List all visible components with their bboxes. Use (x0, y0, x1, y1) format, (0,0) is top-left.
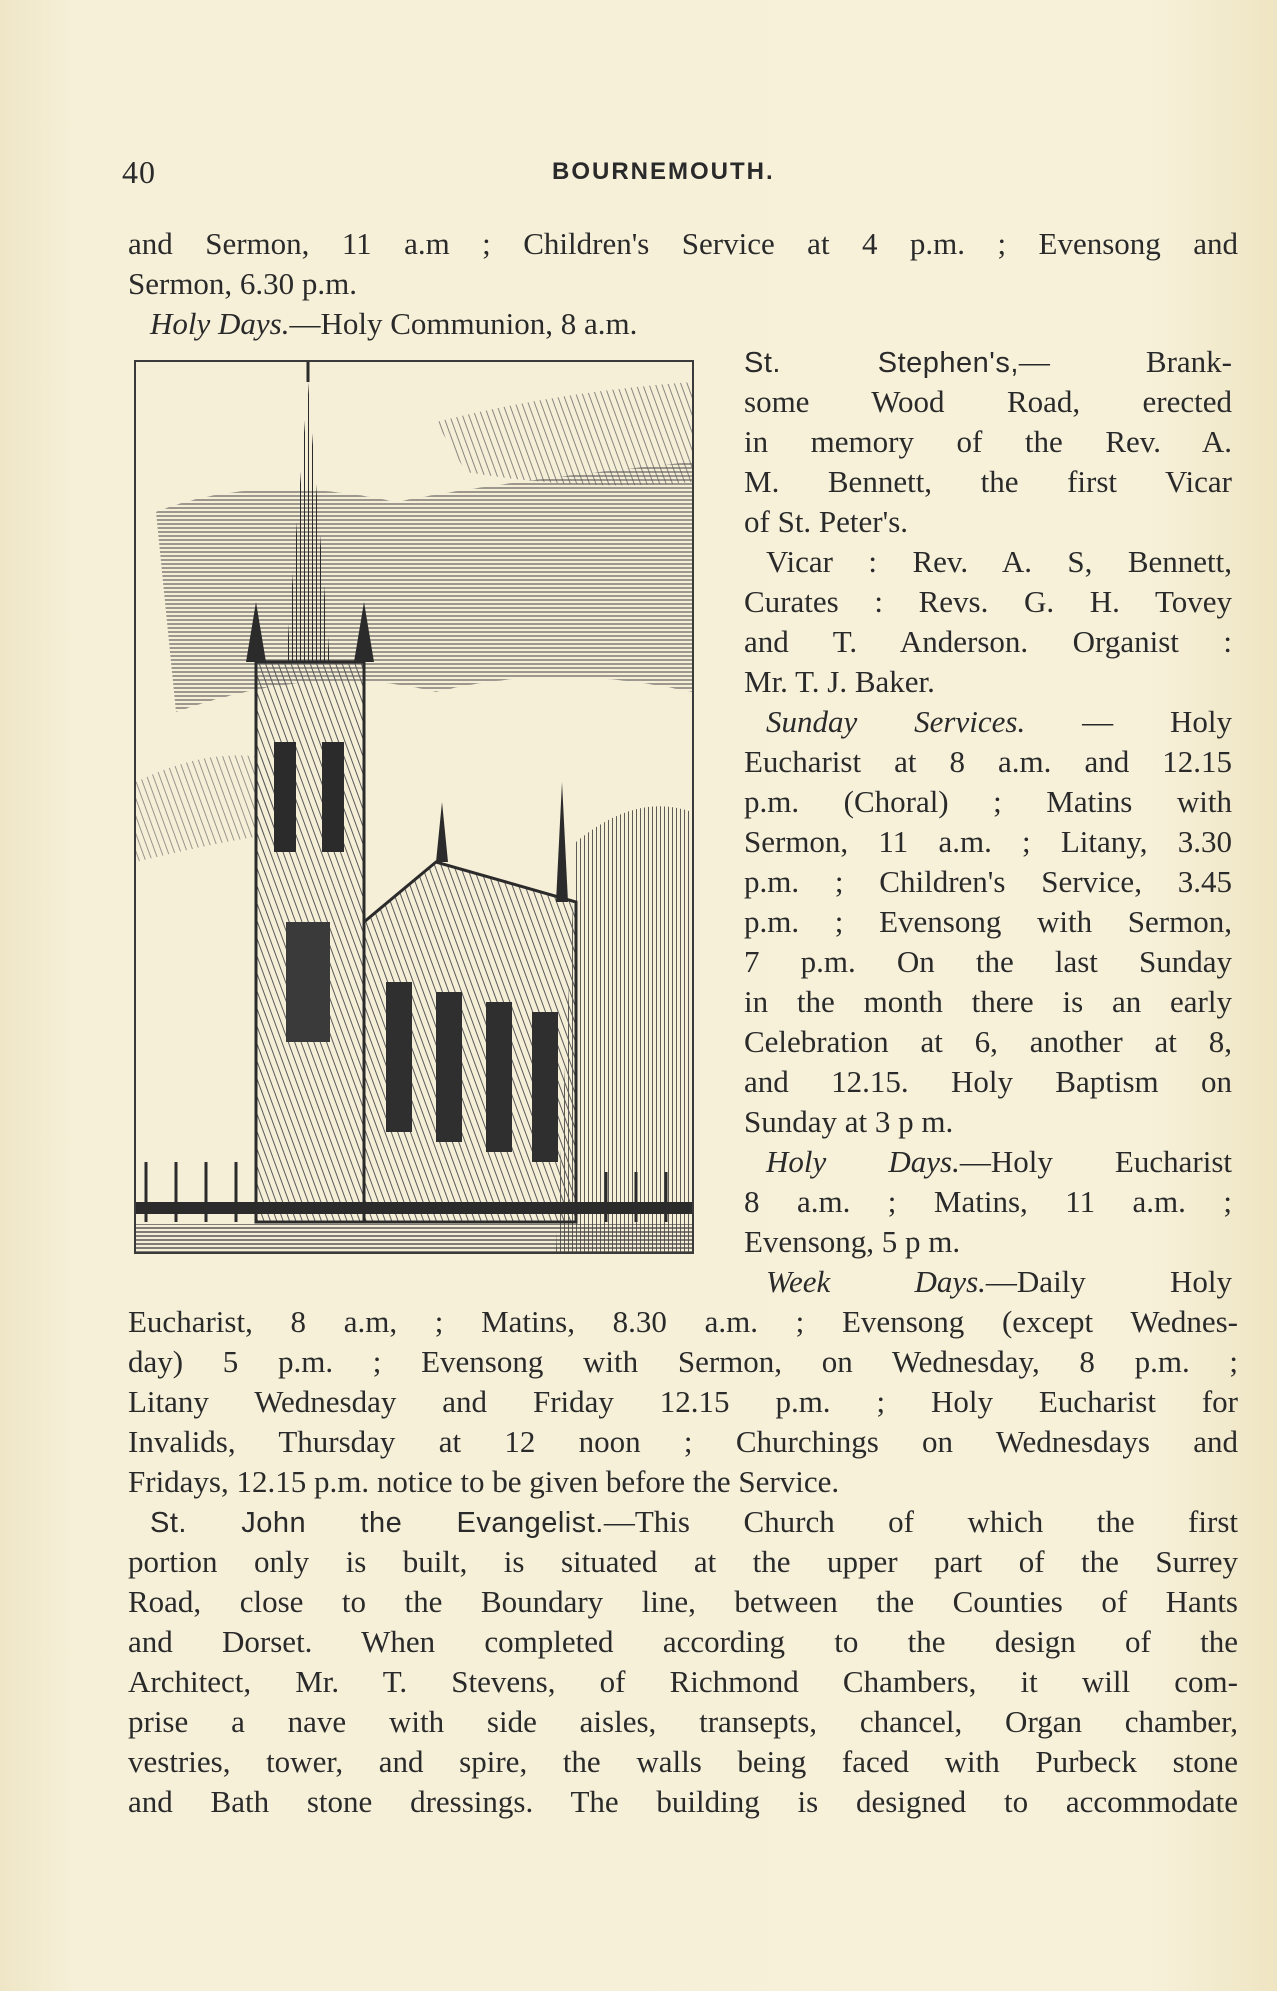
text-line: — Holy (1025, 704, 1233, 739)
church-engraving (134, 360, 694, 1254)
text-line: Fridays, 12.15 p.m. notice to be given before the Service. (128, 1464, 840, 1499)
text-line: prise a nave with side aisles, transepts, chancel, Organ chamber, (128, 1704, 1238, 1739)
text-line: — Brank- (1018, 344, 1232, 379)
text-line: p.m. ; Children's Service, 3.45 (744, 864, 1232, 899)
text-line: Celebration at 6, another at 8, (744, 1024, 1232, 1059)
text-line: and Dorset. When completed according to the design of the (128, 1624, 1238, 1659)
st-stephens-heading-line (744, 342, 1232, 382)
text-line: of St. Peter's. (744, 504, 909, 539)
holy-days-line (744, 1142, 1232, 1182)
text-line: p.m. (Choral) ; Matins with (744, 784, 1232, 819)
holy-days-label: Holy Days. (766, 1144, 960, 1179)
text-line: M. Bennett, the first Vicar (744, 464, 1232, 499)
text-line: Eucharist at 8 a.m. and 12.15 (744, 744, 1232, 779)
text-line: Sermon, 11 a.m. ; Litany, 3.30 (744, 824, 1232, 859)
text-line: portion only is built, is situated at the upper part of the Surrey (128, 1544, 1238, 1579)
text-line: day) 5 p.m. ; Evensong with Sermon, on Wednesday, 8 p.m. ; (128, 1344, 1238, 1379)
st-stephens-title: St. Stephen's, (744, 347, 1019, 379)
text-line: Eucharist, 8 a.m, ; Matins, 8.30 a.m. ; Evensong (except Wednes- (128, 1304, 1238, 1339)
text-line: p.m. ; Evensong with Sermon, (744, 904, 1232, 939)
sunday-services-label: Sunday Services. (766, 704, 1026, 739)
sunday-services-line (744, 702, 1232, 742)
holy-days-text: —Holy Communion, 8 a.m. (289, 306, 638, 341)
text-line: —Holy Eucharist (959, 1144, 1232, 1179)
text-line: and 12.15. Holy Baptism on (744, 1064, 1232, 1099)
text-line: Mr. T. J. Baker. (744, 664, 935, 699)
st-john-paragraph (128, 1502, 1238, 1822)
church-illustration (136, 362, 692, 1252)
text-line: Curates : Revs. G. H. Tovey (744, 584, 1232, 619)
text-line: Sermon, 6.30 p.m. (128, 266, 358, 301)
text-line: and Sermon, 11 a.m ; Children's Service at 4 p.m. ; Evensong and (128, 226, 1238, 261)
text-line: some Wood Road, erected (744, 384, 1232, 419)
text-line: Architect, Mr. T. Stevens, of Richmond Chambers, it will com- (128, 1664, 1238, 1699)
text-line: vestries, tower, and spire, the walls being faced with Purbeck stone (128, 1744, 1238, 1779)
holy-days-line (128, 304, 1238, 344)
text-line: Litany Wednesday and Friday 12.15 p.m. ; Holy Eucharist for (128, 1384, 1238, 1419)
week-days-paragraph (128, 1302, 1238, 1502)
st-john-title: St. John the Evangelist. (150, 1507, 604, 1539)
week-days-line (744, 1262, 1232, 1302)
text-line: —Daily Holy (985, 1264, 1232, 1299)
text-line: 8 a.m. ; Matins, 11 a.m. ; (744, 1184, 1232, 1219)
text-line: and Bath stone dressings. The building is designed to accommodate (128, 1784, 1238, 1819)
text-line: in memory of the Rev. A. (744, 424, 1232, 459)
text-line: Vicar : Rev. A. S, Bennett, (766, 544, 1232, 579)
text-line: —This Church of which the first (603, 1504, 1238, 1539)
page-number: 40 (122, 154, 156, 190)
week-days-label: Week Days. (766, 1264, 986, 1299)
st-john-heading-line (128, 1502, 1238, 1542)
page-header (122, 150, 1232, 196)
opening-paragraph (128, 224, 1238, 344)
st-stephens-column (744, 342, 1232, 1302)
holy-days-label: Holy Days. (150, 306, 290, 341)
text-line: in the month there is an early (744, 984, 1232, 1019)
running-head: BOURNEMOUTH. (552, 158, 775, 185)
text-line: Road, close to the Boundary line, between the Counties of Hants (128, 1584, 1238, 1619)
text-line: 7 p.m. On the last Sunday (744, 944, 1232, 979)
text-line: Invalids, Thursday at 12 noon ; Churchings on Wednesdays and (128, 1424, 1238, 1459)
text-line: Evensong, 5 p m. (744, 1224, 961, 1259)
text-line: and T. Anderson. Organist : (744, 624, 1232, 659)
text-line: Sunday at 3 p m. (744, 1104, 954, 1139)
